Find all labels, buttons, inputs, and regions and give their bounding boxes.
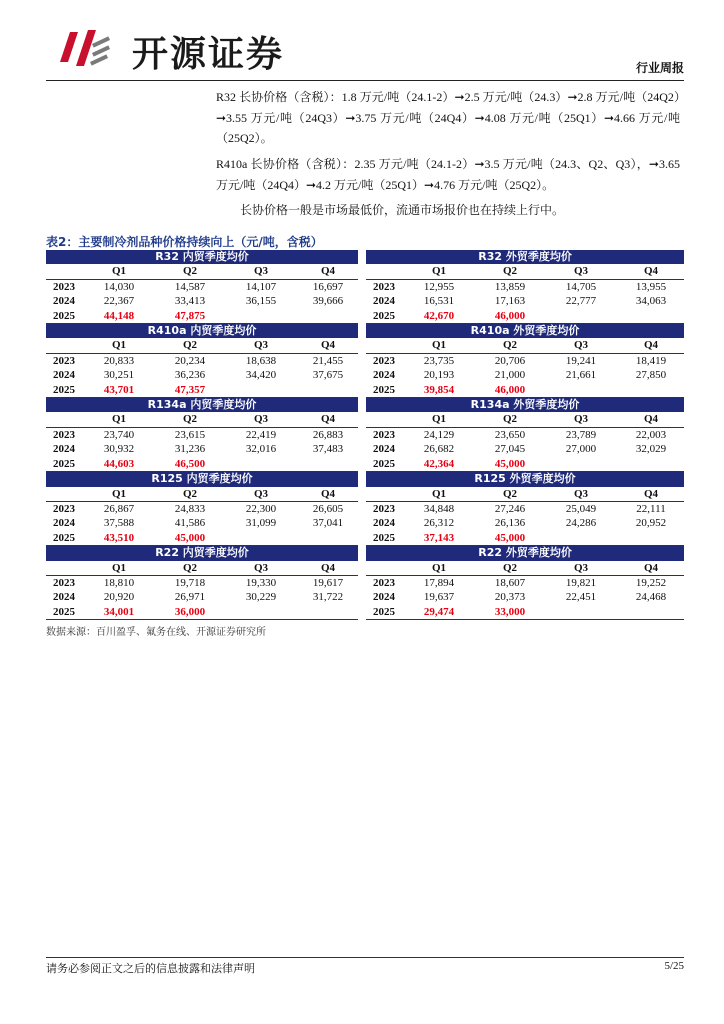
column-gap xyxy=(358,501,366,516)
year-cell: 2024 xyxy=(53,591,75,604)
year-cell: 2025 xyxy=(366,383,402,398)
quarter-header: Q1 xyxy=(402,338,476,353)
table-row xyxy=(46,531,684,546)
column-gap xyxy=(358,324,366,339)
price-cell: 36,155 xyxy=(245,295,277,308)
document-type: 行业周报 xyxy=(635,61,684,75)
price-cell xyxy=(224,531,298,546)
quarter-header: Q4 xyxy=(298,338,358,353)
year-cell: 2024 xyxy=(373,517,396,530)
price-cell xyxy=(298,309,358,324)
price-cell: 43,510 xyxy=(82,531,156,546)
price-cell: 45,000 xyxy=(476,531,544,546)
year-cell: 2024 xyxy=(373,295,396,308)
market-note-paragraph: 长协价格一般是市场最低价，流通市场报价也在持续上行中。 xyxy=(240,203,565,217)
price-cell: 20,833 xyxy=(103,354,135,367)
price-cell: 14,030 xyxy=(103,280,135,293)
year-cell: 2024 xyxy=(53,295,75,308)
quarter-header: Q2 xyxy=(476,412,544,427)
quarter-header-row xyxy=(46,412,684,427)
column-gap xyxy=(358,264,366,279)
year-column-header xyxy=(46,264,82,279)
quarter-header: Q4 xyxy=(298,561,358,576)
price-cell: 18,638 xyxy=(245,354,277,367)
table-row xyxy=(46,279,684,294)
quarter-header: Q3 xyxy=(224,412,298,427)
quarter-header: Q1 xyxy=(402,412,476,427)
quarter-header: Q2 xyxy=(476,561,544,576)
section-title-domestic: R32 内贸季度均价 xyxy=(46,250,358,264)
price-cell: 25,049 xyxy=(565,502,597,515)
price-cell xyxy=(544,605,618,620)
price-cell xyxy=(544,457,618,472)
price-cell: 33,000 xyxy=(476,605,544,620)
quarter-header: Q2 xyxy=(156,561,224,576)
section-header-row xyxy=(46,250,684,264)
price-cell: 43,701 xyxy=(82,383,156,398)
price-cell: 22,300 xyxy=(245,502,277,515)
price-cell: 26,682 xyxy=(423,443,455,456)
price-cell: 26,136 xyxy=(494,517,526,530)
price-cell: 42,364 xyxy=(402,457,476,472)
year-cell: 2023 xyxy=(373,428,396,441)
price-cell: 18,810 xyxy=(103,576,135,589)
column-gap xyxy=(358,427,366,442)
year-cell: 2024 xyxy=(373,591,396,604)
column-gap xyxy=(358,487,366,502)
price-cell: 32,016 xyxy=(245,443,277,456)
price-cell: 20,193 xyxy=(423,369,455,382)
price-cell: 26,883 xyxy=(312,428,344,441)
price-cell: 19,617 xyxy=(312,576,344,589)
price-cell: 34,063 xyxy=(635,295,667,308)
price-cell: 24,468 xyxy=(635,591,667,604)
footer-divider xyxy=(46,957,684,958)
quarter-header: Q2 xyxy=(156,338,224,353)
page-number: 5/25 xyxy=(664,960,684,972)
price-cell: 39,854 xyxy=(402,383,476,398)
price-cell: 14,107 xyxy=(245,280,277,293)
section-title-domestic: R22 内贸季度均价 xyxy=(46,546,358,561)
year-column-header xyxy=(366,338,402,353)
price-cell: 21,661 xyxy=(565,369,597,382)
column-gap xyxy=(358,590,366,604)
year-column-header xyxy=(46,487,82,502)
quarter-header: Q4 xyxy=(618,264,684,279)
table-row xyxy=(46,353,684,368)
table-row xyxy=(46,442,684,456)
price-cell: 37,675 xyxy=(312,369,344,382)
section-header-row xyxy=(46,472,684,487)
price-cell: 44,148 xyxy=(82,309,156,324)
section-title-domestic: R134a 内贸季度均价 xyxy=(46,398,358,413)
price-cell: 32,029 xyxy=(635,443,667,456)
year-cell: 2024 xyxy=(53,369,75,382)
price-cell: 27,850 xyxy=(635,369,667,382)
year-column-header xyxy=(366,561,402,576)
column-gap xyxy=(358,561,366,576)
quarter-header: Q1 xyxy=(402,561,476,576)
price-cell: 20,952 xyxy=(635,517,667,530)
quarter-header: Q3 xyxy=(544,487,618,502)
quarter-header: Q3 xyxy=(544,338,618,353)
price-cell: 14,587 xyxy=(174,280,206,293)
quarter-header: Q1 xyxy=(402,264,476,279)
column-gap xyxy=(358,575,366,590)
table-row xyxy=(46,457,684,472)
section-header-row xyxy=(46,546,684,561)
price-cell: 37,041 xyxy=(312,517,344,530)
column-gap xyxy=(358,338,366,353)
column-gap xyxy=(358,368,366,382)
year-cell: 2024 xyxy=(373,369,396,382)
section-title-export: R22 外贸季度均价 xyxy=(366,546,684,561)
price-cell xyxy=(224,383,298,398)
price-cell xyxy=(618,531,684,546)
quarter-header: Q1 xyxy=(402,487,476,502)
price-cell: 19,821 xyxy=(565,576,597,589)
price-cell: 36,000 xyxy=(156,605,224,620)
price-cell: 14,705 xyxy=(565,280,597,293)
price-cell xyxy=(224,309,298,324)
price-cell: 37,143 xyxy=(402,531,476,546)
quarter-header: Q2 xyxy=(476,487,544,502)
price-cell: 17,163 xyxy=(494,295,526,308)
price-cell xyxy=(298,531,358,546)
price-cell: 20,373 xyxy=(494,591,526,604)
price-cell xyxy=(298,383,358,398)
price-cell: 34,848 xyxy=(423,502,455,515)
column-gap xyxy=(358,516,366,530)
price-cell: 22,111 xyxy=(636,502,666,515)
price-cell: 47,357 xyxy=(156,383,224,398)
price-cell: 21,455 xyxy=(312,354,344,367)
price-cell: 47,875 xyxy=(156,309,224,324)
price-cell: 31,722 xyxy=(312,591,344,604)
table-title: 表2：主要制冷剂品种价格持续向上（元/吨，含税） xyxy=(46,235,323,249)
quarter-header: Q1 xyxy=(82,338,156,353)
price-cell: 23,740 xyxy=(103,428,135,441)
year-cell: 2024 xyxy=(373,443,396,456)
section-title-domestic: R410a 内贸季度均价 xyxy=(46,324,358,339)
brand-name: 开源证券 xyxy=(132,34,285,75)
table-row xyxy=(46,575,684,590)
quarter-header: Q2 xyxy=(156,487,224,502)
column-gap xyxy=(358,442,366,456)
price-cell: 33,413 xyxy=(174,295,206,308)
price-cell: 20,234 xyxy=(174,354,206,367)
table-row xyxy=(46,590,684,604)
price-cell: 22,367 xyxy=(103,295,135,308)
price-cell: 42,670 xyxy=(402,309,476,324)
year-cell: 2025 xyxy=(46,605,82,620)
price-cell: 41,586 xyxy=(174,517,206,530)
price-cell: 17,894 xyxy=(423,576,455,589)
section-title-export: R410a 外贸季度均价 xyxy=(366,324,684,339)
quarter-header: Q1 xyxy=(82,412,156,427)
price-cell: 22,003 xyxy=(635,428,667,441)
price-cell: 16,531 xyxy=(423,295,455,308)
price-cell: 30,251 xyxy=(103,369,135,382)
r32-contract-price-paragraph: R32 长协价格（含税）：1.8 万元/吨（24.1-2）➞2.5 万元/吨（24.3）➞2.8 万元/吨（24Q2）➞3.55 万元/吨（24Q3）➞3.75 万元/吨（24Q4）➞4.08 万元/吨（25Q1）➞4.66 万元/吨（25Q2）。 xyxy=(216,90,680,145)
price-cell: 18,607 xyxy=(494,576,526,589)
section-title-domestic: R125 内贸季度均价 xyxy=(46,472,358,487)
price-cell: 19,637 xyxy=(423,591,455,604)
year-cell: 2025 xyxy=(366,531,402,546)
price-cell: 34,001 xyxy=(82,605,156,620)
price-cell: 22,777 xyxy=(565,295,597,308)
year-cell: 2023 xyxy=(373,502,396,515)
column-gap xyxy=(358,398,366,413)
price-cell: 23,735 xyxy=(423,354,455,367)
quarter-header: Q1 xyxy=(82,561,156,576)
quarter-header-row xyxy=(46,487,684,502)
quarter-header: Q1 xyxy=(82,487,156,502)
price-cell: 24,129 xyxy=(423,428,455,441)
price-cell: 21,000 xyxy=(494,369,526,382)
year-cell: 2023 xyxy=(373,280,396,293)
quarter-header: Q4 xyxy=(298,264,358,279)
price-cell xyxy=(618,605,684,620)
price-cell: 22,419 xyxy=(245,428,277,441)
quarter-header: Q3 xyxy=(224,561,298,576)
quarter-header: Q2 xyxy=(476,264,544,279)
year-cell: 2023 xyxy=(373,354,396,367)
year-column-header xyxy=(366,487,402,502)
section-title-export: R125 外贸季度均价 xyxy=(366,472,684,487)
price-cell: 26,867 xyxy=(103,502,135,515)
table-row xyxy=(46,309,684,324)
year-cell: 2025 xyxy=(46,457,82,472)
column-gap xyxy=(358,531,366,546)
price-cell: 46,000 xyxy=(476,309,544,324)
price-cell: 30,932 xyxy=(103,443,135,456)
quarter-header: Q2 xyxy=(156,412,224,427)
price-cell: 26,605 xyxy=(312,502,344,515)
price-cell: 45,000 xyxy=(156,531,224,546)
price-cell: 27,000 xyxy=(565,443,597,456)
table-row xyxy=(46,605,684,620)
price-cell: 27,246 xyxy=(494,502,526,515)
year-cell: 2023 xyxy=(53,280,75,293)
price-cell: 24,286 xyxy=(565,517,597,530)
r410a-contract-price-paragraph: R410a 长协价格（含税）：2.35 万元/吨（24.1-2）➞3.5 万元/吨（24.3、Q2、Q3），➞3.65 万元/吨（24Q4）➞4.2 万元/吨（25Q1）➞4.76 万元/吨（25Q2）。 xyxy=(216,157,680,192)
year-cell: 2024 xyxy=(53,517,75,530)
column-gap xyxy=(358,546,366,561)
price-cell: 30,229 xyxy=(245,591,277,604)
price-cell: 37,588 xyxy=(103,517,135,530)
price-cell: 23,650 xyxy=(494,428,526,441)
column-gap xyxy=(358,250,366,264)
price-cell xyxy=(544,309,618,324)
quarter-header: Q4 xyxy=(618,338,684,353)
data-source-note: 数据来源：百川盈孚、氟务在线、开源证券研究所 xyxy=(46,627,266,638)
table-row xyxy=(46,427,684,442)
table-row xyxy=(46,516,684,530)
quarter-header-row xyxy=(46,264,684,279)
year-column-header xyxy=(46,338,82,353)
price-cell: 31,099 xyxy=(245,517,277,530)
price-cell xyxy=(224,457,298,472)
price-cell: 26,971 xyxy=(174,591,206,604)
refrigerant-price-table xyxy=(46,250,684,620)
year-column-header xyxy=(46,561,82,576)
year-cell: 2025 xyxy=(366,457,402,472)
year-cell: 2023 xyxy=(373,576,396,589)
company-logo-icon xyxy=(56,22,114,74)
price-cell: 46,500 xyxy=(156,457,224,472)
price-cell: 46,000 xyxy=(476,383,544,398)
price-cell: 23,789 xyxy=(565,428,597,441)
quarter-header: Q3 xyxy=(544,412,618,427)
price-cell xyxy=(544,531,618,546)
year-cell: 2025 xyxy=(46,531,82,546)
price-cell xyxy=(298,605,358,620)
quarter-header: Q3 xyxy=(544,264,618,279)
price-cell xyxy=(544,383,618,398)
quarter-header: Q3 xyxy=(224,264,298,279)
price-cell: 23,615 xyxy=(174,428,206,441)
price-cell: 20,706 xyxy=(494,354,526,367)
price-cell: 27,045 xyxy=(494,443,526,456)
price-cell: 29,474 xyxy=(402,605,476,620)
quarter-header: Q4 xyxy=(618,561,684,576)
page-header xyxy=(46,14,684,80)
price-cell xyxy=(298,457,358,472)
column-gap xyxy=(358,294,366,308)
price-cell xyxy=(224,605,298,620)
table-row xyxy=(46,294,684,308)
column-gap xyxy=(358,412,366,427)
price-cell: 19,252 xyxy=(635,576,667,589)
price-cell: 19,241 xyxy=(565,354,597,367)
quarter-header: Q4 xyxy=(298,412,358,427)
price-cell: 45,000 xyxy=(476,457,544,472)
price-cell: 19,330 xyxy=(245,576,277,589)
column-gap xyxy=(358,309,366,324)
table-row xyxy=(46,383,684,398)
section-header-row xyxy=(46,398,684,413)
section-header-row xyxy=(46,324,684,339)
quarter-header: Q4 xyxy=(618,412,684,427)
year-cell: 2025 xyxy=(46,383,82,398)
column-gap xyxy=(358,279,366,294)
column-gap xyxy=(358,383,366,398)
price-cell: 20,920 xyxy=(103,591,135,604)
column-gap xyxy=(358,353,366,368)
year-column-header xyxy=(46,412,82,427)
year-cell: 2023 xyxy=(53,502,75,515)
price-cell: 12,955 xyxy=(423,280,455,293)
year-column-header xyxy=(366,412,402,427)
price-cell: 36,236 xyxy=(174,369,206,382)
quarter-header: Q2 xyxy=(476,338,544,353)
table-row xyxy=(46,368,684,382)
section-title-export: R134a 外贸季度均价 xyxy=(366,398,684,413)
quarter-header: Q4 xyxy=(298,487,358,502)
disclaimer-text: 请务必参阅正文之后的信息披露和法律声明 xyxy=(46,962,255,975)
column-gap xyxy=(358,457,366,472)
price-cell: 13,859 xyxy=(494,280,526,293)
price-cell xyxy=(618,309,684,324)
year-cell: 2023 xyxy=(53,428,75,441)
price-cell: 22,451 xyxy=(565,591,597,604)
price-cell xyxy=(618,383,684,398)
quarter-header: Q3 xyxy=(224,487,298,502)
year-cell: 2023 xyxy=(53,576,75,589)
header-divider xyxy=(46,80,684,81)
year-cell: 2025 xyxy=(366,309,402,324)
year-cell: 2024 xyxy=(53,443,75,456)
quarter-header-row xyxy=(46,561,684,576)
price-cell: 39,666 xyxy=(312,295,344,308)
price-cell: 26,312 xyxy=(423,517,455,530)
price-cell: 31,236 xyxy=(174,443,206,456)
year-column-header xyxy=(366,264,402,279)
quarter-header: Q4 xyxy=(618,487,684,502)
quarter-header: Q1 xyxy=(82,264,156,279)
price-cell: 13,955 xyxy=(635,280,667,293)
price-cell: 24,833 xyxy=(174,502,206,515)
price-cell: 44,603 xyxy=(82,457,156,472)
table-row xyxy=(46,501,684,516)
year-cell: 2025 xyxy=(46,309,82,324)
column-gap xyxy=(358,472,366,487)
price-cell: 34,420 xyxy=(245,369,277,382)
price-cell: 16,697 xyxy=(312,280,344,293)
price-cell xyxy=(618,457,684,472)
price-cell: 19,718 xyxy=(174,576,206,589)
quarter-header: Q3 xyxy=(544,561,618,576)
column-gap xyxy=(358,605,366,620)
price-cell: 18,419 xyxy=(635,354,667,367)
quarter-header: Q3 xyxy=(224,338,298,353)
quarter-header: Q2 xyxy=(156,264,224,279)
section-title-export: R32 外贸季度均价 xyxy=(366,250,684,264)
price-cell: 37,483 xyxy=(312,443,344,456)
year-cell: 2023 xyxy=(53,354,75,367)
quarter-header-row xyxy=(46,338,684,353)
year-cell: 2025 xyxy=(366,605,402,620)
